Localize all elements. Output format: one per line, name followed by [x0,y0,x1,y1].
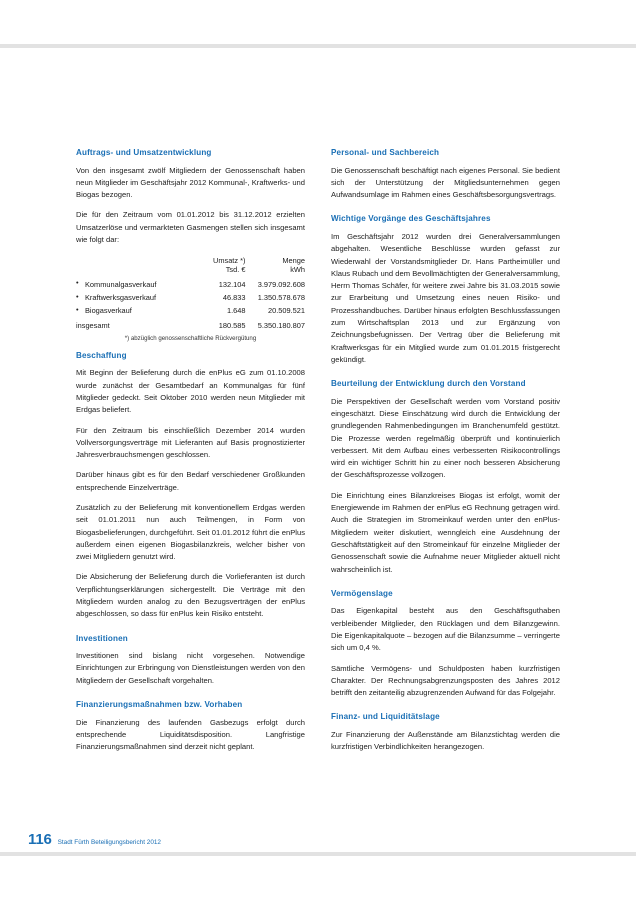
section-heading-wichtige-vorgaenge: Wichtige Vorgänge des Geschäftsjahres [331,214,491,224]
paragraph: Das Eigenkapital besteht aus den Geschäftsguthaben verbleibender Mitglieder, den Rücklagen und dem Bilanzgewinn. Die Eigenkapitalquote – bezogen auf die Bilanzsumme – verringerte sich um 0,4 %. [331,606,560,653]
table-head [76,254,305,277]
table-cell-umsatz: 132.104 [218,279,246,289]
page-number: 116 [28,831,52,848]
table-body [76,277,305,331]
table-cell-menge: 1.350.578.678 [257,293,305,303]
umsatz-menge-table [76,254,305,332]
footer-label: Stadt Fürth Beteiligungsbericht 2012 [57,839,161,846]
table-cell-menge: 5.350.180.807 [257,320,305,330]
table-cell-label: • Kommunalgasverkauf [76,277,184,290]
table-footnote: *) abzüglich genossenschaftliche Rückvergütung [124,334,257,342]
paragraph: Die für den Zeitraum vom 01.01.2012 bis 31.12.2012 erzielten Umsatzerlöse und vermarkteten Gasmengen stellen sich insgesamt wie folgt dar: [76,210,305,244]
page-footer [28,831,161,848]
right-column [331,148,560,754]
table-header-cell [76,265,184,277]
section-heading-personal-sachbereich: Personal- und Sachbereich [331,148,440,157]
section-heading-finanz-liquiditaetslage: Finanz- und Liquiditätslage [331,712,440,722]
paragraph: Die Einrichtung eines Bilanzkreises Biogas ist erfolgt, womit der Energiewende im Rahmen der enPlus eG Rechnung getragen wird. Auch die Strategien im Stromeinkauf werden unter den enPlus-Mitgliedern weiter diskutiert, wenngleich eine Ausdehnung der Geschäftstätigkeit auf den Stromeinkauf für einzelne Mitglieder der Genossenschaft sowie die Aufnahme neuer Mitglieder aktuell nicht wahrscheinlich ist. [331,490,560,574]
page-content [76,148,560,754]
paragraph: Zur Finanzierung der Außenstände am Bilanzstichtag werden die kurzfristigen Verbindlichkeiten herangezogen. [331,729,560,752]
table-row [76,291,305,304]
table-row [76,277,305,290]
paragraph: Die Finanzierung des laufenden Gasbezugs erfolgt durch entsprechende Liquiditätsdisposition. Langfristige Finanzierungsmaßnahmen sind derzeit nicht geplant. [76,717,305,752]
paragraph: Zusätzlich zu der Belieferung mit konventionellem Erdgas werden seit 01.01.2011 nun auch Teilmengen, in Form von Biogasbelieferungen, durchgeführt. Seit 01.01.2012 führt die enPlus außerdem einen eigenen Biogasbilanzkreis, welcher bisher von zwei Mitgliedern genutzt wird. [76,502,305,562]
paragraph: Darüber hinaus gibt es für den Bedarf verschiedener Großkunden entsprechende Einzelverträge. [76,470,305,492]
table-cell-umsatz: 1.648 [226,306,246,316]
table-cell-label: • Kraftwerksgasverkauf [76,291,184,304]
table-cell-menge: 3.979.092.608 [257,279,305,289]
table-cell-umsatz: 46.833 [222,293,246,303]
bottom-divider [0,852,636,856]
table-cell-label: insgesamt [76,320,110,330]
paragraph: Sämtliche Vermögens- und Schuldposten haben kurzfristigen Charakter. Der Rechnungsabgrenzungsposten des Jahres 2012 betrifft den zeitanteilig abzugrenzenden Aufwand für das Folgejahr. [331,663,560,698]
paragraph: Mit Beginn der Belieferung durch die enPlus eG zum 01.10.2008 wurde zunächst der Gesamtbedarf an Kommunalgas für fünf Mitglieder gedeckt. Seit Oktober 2010 werden neun Mitglieder mit Erdgas beliefert. [76,368,305,415]
table-header-row [76,254,305,265]
paragraph: Die Genossenschaft beschäftigt nach eigenes Personal. Sie bedient sich der Unterstützung der Mitgliedsunternehmen gegen Aufwandsumlage im Rahmen eines Geschäftsbesorgungsvertrags. [331,165,560,200]
table-row [76,304,305,317]
paragraph: Von den insgesamt zwölf Mitgliedern der Genossenschaft haben neun Mitglieder im Geschäftsjahr 2012 Kommunal-, Kraftwerks- und Biogas bezogen. [76,165,305,200]
section-heading-beurteilung-entwicklung: Beurteilung der Entwicklung durch den Vorstand [331,379,526,389]
table-header-cell: Menge [282,256,305,266]
table-header-cell: kWh [290,265,305,275]
top-divider [0,44,636,48]
paragraph: Die Absicherung der Belieferung durch die Vorlieferanten ist durch Verpflichtungserklärungen sichergestellt. Die Verträge mit den Mitgliedern wurden analog zu den Bezugsverträgen der enPlus abgeschlossen, so dass für enPlus kein Risiko entsteht. [76,572,305,619]
table-header-cell [76,254,184,265]
table-header-row [76,265,305,277]
paragraph: Investitionen sind bislang nicht vorgesehen. Notwendige Einrichtungen zur Erbringung von Dienstleistungen werden von den Mitgliedern der Gesellschaft vorgehalten. [76,651,305,685]
paragraph: Die Perspektiven der Gesellschaft werden vom Vorstand positiv eingeschätzt. Diese Einschätzung wird durch die Entwicklung der grundlegenden Rahmenbedingungen im Branchenumfeld gestützt. Die Prozesse werden regelmäßig überprüft und kontinuierlich verbessert. Mit dem Aufbau eines verbesserten Risikocontrollings wird ein wichtiger Schritt hin zu einer noch besseren Absicherung der Geschäftsprozesse vollzogen. [331,396,560,480]
table-header-cell: Umsatz *) [213,256,246,266]
left-column [76,148,305,754]
section-heading-auftrags-umsatzentwicklung: Auftrags- und Umsatzentwicklung [76,148,212,157]
table-header-cell: Tsd. € [225,265,246,275]
table-cell-label: • Biogasverkauf [76,304,184,317]
paragraph: Im Geschäftsjahr 2012 wurden drei Generalversammlungen abgehalten. Wesentliche Beschlüsse wurden gefasst zur Wiederwahl der Vorstandsmitglieder Dr. Hans Partheimüller und Klaus Rubach und dem Bevollmächtigten der Generalversammlung, Herrn Thomas Schäfer, für weitere zwei Jahre bis 31.03.2015 sowie zur Erarbeitung und Umsetzung eines neuen Risiko- und Prozesshandbuches. Darüber hinaus erfolgten Beschlussfassungen zum Wirtschaftsplan 2013 und zur Ergänzung von Zeichnungsbefugnissen. Der Vertrag über die Belieferung mit Kraftwerksgas für ein Mitglied wurde zum 01.01.2015 fristgerecht gekündigt. [331,231,560,364]
table-total-row [76,318,305,332]
table-cell-umsatz: 180.585 [218,320,246,330]
table-cell-menge: 20.509.521 [268,306,305,316]
section-heading-investitionen: Investitionen [76,633,128,643]
section-heading-finanzierungsmassnahmen: Finanzierungsmaßnahmen bzw. Vorhaben [76,700,243,710]
section-heading-beschaffung: Beschaffung [76,350,127,360]
section-heading-vermoegenslage: Vermögenslage [331,588,393,598]
paragraph: Für den Zeitraum bis einschließlich Dezember 2014 wurden Vollversorgungsverträge mit Lieferanten auf Basis prognostizierter Jahresverbrauchsmengen geschlossen. [76,425,305,460]
